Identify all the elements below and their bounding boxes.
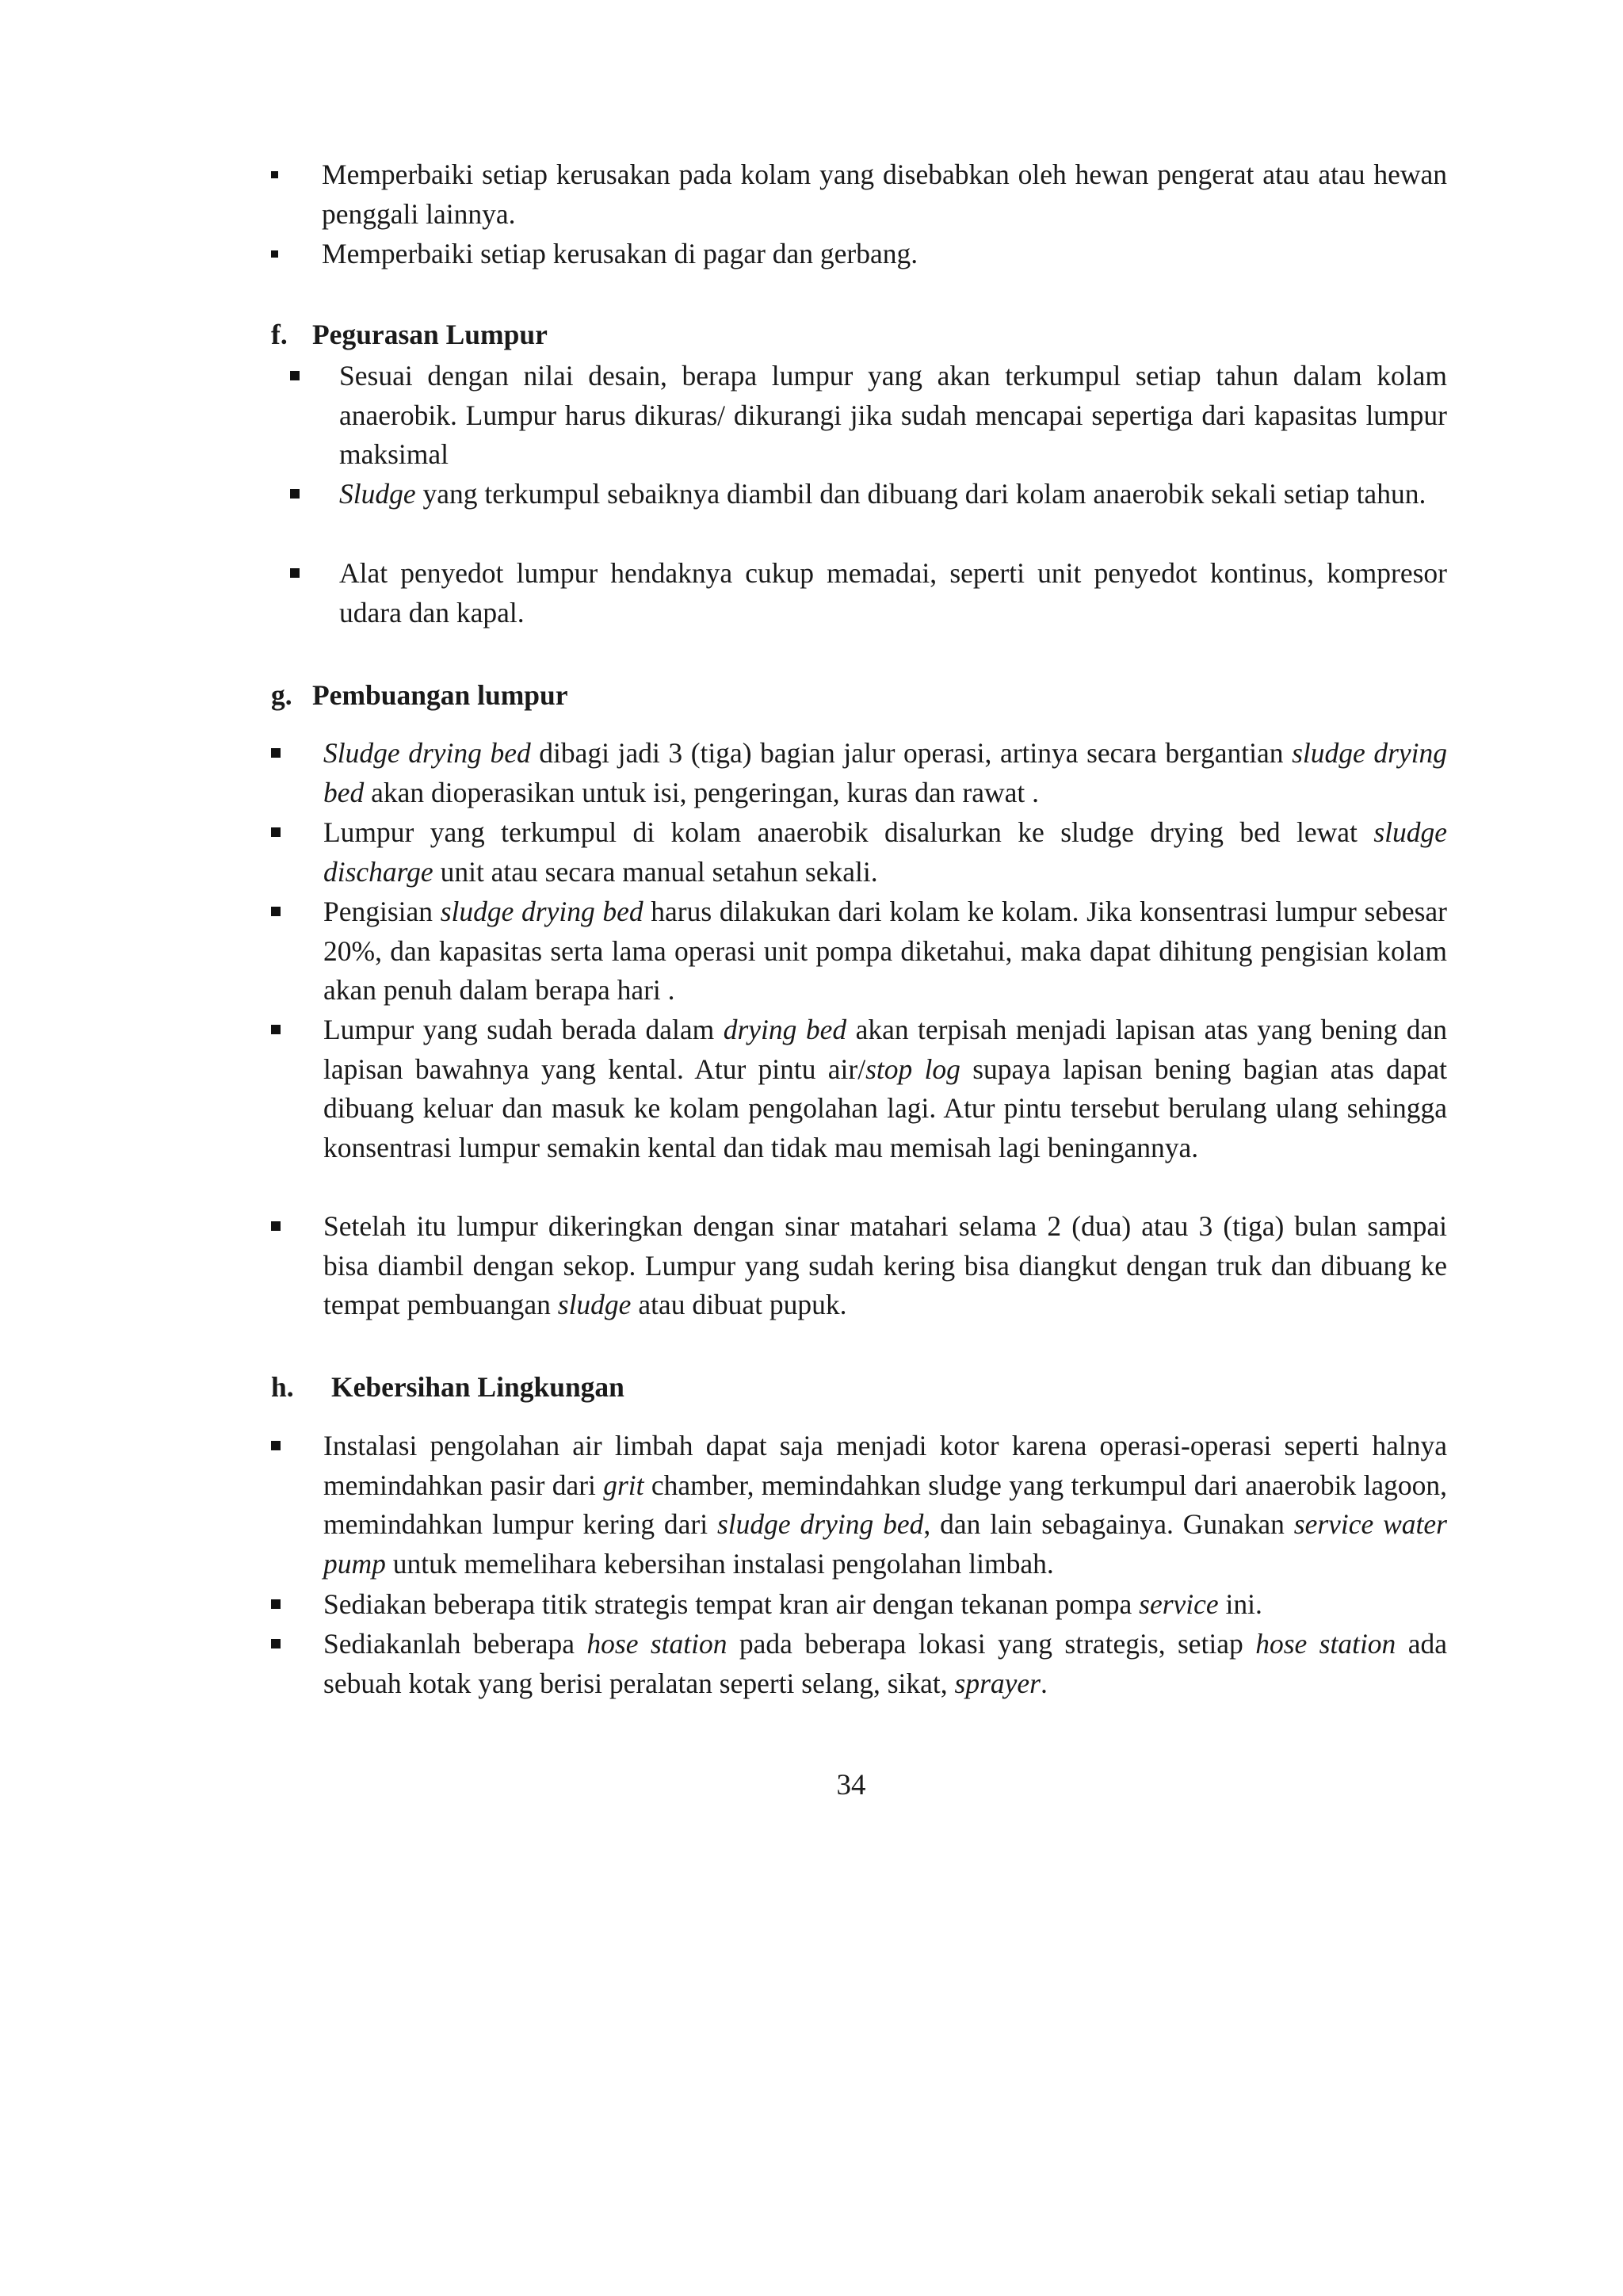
bullet-icon (271, 1207, 323, 1247)
list-item-text: Alat penyedot lumpur hendaknya cukup memadai, seperti unit penyedot kontinus, kompresor udara dan kapal. (339, 557, 1447, 628)
list-item (271, 734, 1447, 812)
list-item-text: Sludge yang terkumpul sebaiknya diambil dan dibuang dari kolam anaerobik sekali setiap tahun. (339, 478, 1426, 510)
italic-term: service (1139, 1588, 1219, 1620)
list-item-text: Sesuai dengan nilai desain, berapa lumpur yang akan terkumpul setiap tahun dalam kolam anaerobik. Lumpur harus dikuras/ dikurangi jika sudah mencapai sepertiga dari kapasitas lumpur maksimal (339, 360, 1447, 471)
italic-term: Sludge (339, 478, 416, 510)
bullet-icon (290, 475, 339, 514)
list-item (271, 235, 1447, 274)
list-item (290, 357, 1447, 475)
section-title: Kebersihan Lingkungan (331, 1371, 624, 1403)
bullet-icon (271, 892, 323, 932)
italic-term: hose station (1255, 1628, 1396, 1660)
section-heading-g (271, 676, 568, 716)
italic-term: drying bed (723, 1014, 847, 1045)
italic-term: service water pump (323, 1508, 1447, 1580)
list-item-text: Pengisian sludge drying bed harus dilakukan dari kolam ke kolam. Jika konsentrasi lumpur sebesar 20%, dan kapasitas serta lama operasi unit pompa diketahui, maka dapat dihitung pengisian kolam akan penuh dalam berapa hari . (323, 896, 1447, 1007)
italic-term: sludge (557, 1289, 632, 1321)
list-item-text: Instalasi pengolahan air limbah dapat saja menjadi kotor karena operasi-operasi seperti halnya memindahkan pasir dari grit chamber, memindahkan sludge yang terkumpul dari anaerobik lagoon, memindahkan lumpur kering dari sludge drying bed, dan lain sebagainya. Gunakan service water pump untuk memelihara kebersihan instalasi pengolahan limbah. (323, 1430, 1447, 1580)
list-item-text: Memperbaiki setiap kerusakan di pagar dan gerbang. (322, 238, 918, 269)
list-item-text: Sediakan beberapa titik strategis tempat kran air dengan tekanan pompa service ini. (323, 1588, 1262, 1620)
bullet-icon (290, 554, 339, 594)
bullet-icon (271, 235, 322, 274)
bullet-icon (290, 357, 339, 396)
italic-term: hose station (586, 1628, 727, 1660)
section-title: Pegurasan Lumpur (312, 319, 548, 350)
section-letter: h. (271, 1371, 294, 1403)
list-item (271, 1207, 1447, 1325)
italic-term: sludge discharge (323, 816, 1447, 888)
list-item-text: Lumpur yang terkumpul di kolam anaerobik disalurkan ke sludge drying bed lewat sludge discharge unit atau secara manual setahun sekali. (323, 816, 1447, 888)
list-item (271, 155, 1447, 234)
italic-term: sludge drying bed (440, 896, 643, 927)
list-item (271, 813, 1447, 892)
list-item-text: Sediakanlah beberapa hose station pada beberapa lokasi yang strategis, setiap hose station ada sebuah kotak yang berisi peralatan seperti selang, sikat, sprayer. (323, 1628, 1447, 1699)
italic-term: stop log (865, 1052, 960, 1085)
section-title: Pembuangan lumpur (312, 679, 568, 711)
list-item-text: Sludge drying bed dibagi jadi 3 (tiga) bagian jalur operasi, artinya secara bergantian sludge drying bed akan dioperasikan untuk isi, pengeringan, kuras dan rawat . (323, 737, 1448, 808)
italic-term: grit (603, 1469, 644, 1501)
section-letter: f. (271, 319, 288, 350)
italic-term: sprayer (954, 1667, 1041, 1699)
bullet-icon (271, 1010, 323, 1050)
section-heading-f (271, 315, 548, 355)
section-letter: g. (271, 679, 292, 711)
bullet-icon (271, 1625, 323, 1664)
italic-term: sludge drying bed (716, 1508, 924, 1541)
list-item (271, 1585, 1447, 1625)
list-item (290, 554, 1447, 632)
bullet-icon (271, 813, 323, 853)
list-item (271, 1625, 1447, 1703)
list-item-text: Lumpur yang sudah berada dalam drying bed akan terpisah menjadi lapisan atas yang bening dan lapisan bawahnya yang kental. Atur pintu air/stop log supaya lapisan bening bagian atas dapat dibuang keluar dan masuk ke kolam pengolahan lagi. Atur pintu tersebut berulang ulang sehingga konsentrasi lumpur semakin kental dan tidak mau memisah lagi beningannya. (323, 1014, 1448, 1163)
list-item (271, 1010, 1447, 1167)
bullet-icon (271, 734, 323, 774)
list-item (290, 475, 1447, 514)
list-item (271, 1427, 1447, 1584)
bullet-icon (271, 1427, 323, 1466)
list-item-text: Memperbaiki setiap kerusakan pada kolam yang disebabkan oleh hewan pengerat atau atau hewan penggali lainnya. (322, 159, 1447, 230)
italic-term: Sludge drying bed (323, 737, 531, 769)
list-item-text: Setelah itu lumpur dikeringkan dengan sinar matahari selama 2 (dua) atau 3 (tiga) bulan sampai bisa diambil dengan sekop. Lumpur yang sudah kering bisa diangkut dengan truk dan dibuang ke tempat pembuangan sludge atau dibuat pupuk. (323, 1210, 1447, 1321)
bullet-icon (271, 1585, 323, 1625)
bullet-icon (271, 155, 322, 195)
list-item (271, 892, 1447, 1010)
section-heading-h (271, 1368, 624, 1408)
italic-term: sludge drying bed (323, 737, 1448, 808)
page-number: 34 (836, 1769, 866, 1801)
